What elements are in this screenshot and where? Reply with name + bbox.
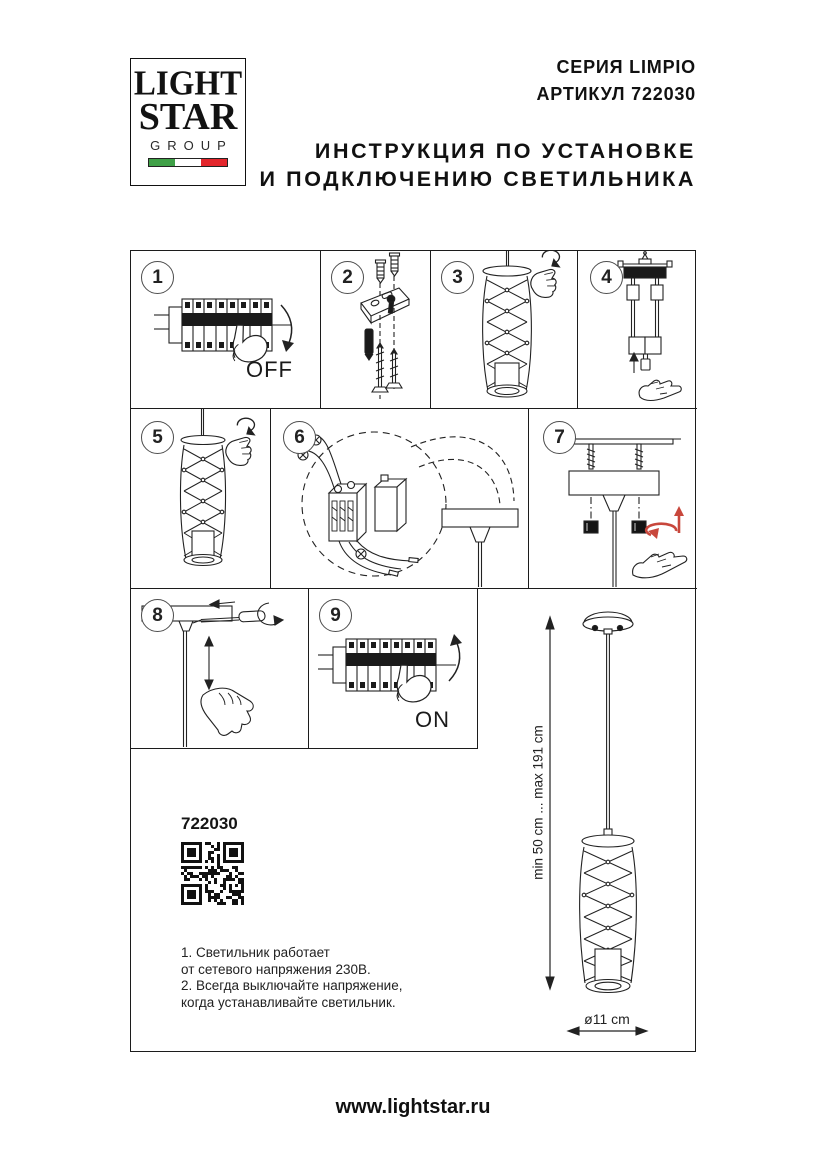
step-number: 4 xyxy=(601,266,612,288)
step-number: 6 xyxy=(294,426,305,448)
article-label: АРТИКУЛ 722030 xyxy=(536,84,696,104)
step-panel-1 xyxy=(131,251,321,409)
logo-word-light: LIGHT xyxy=(133,65,243,103)
qr-code xyxy=(181,842,244,905)
pendant-dimension-illustration xyxy=(478,589,697,1053)
step-panel-7 xyxy=(529,409,697,589)
height-range-label: min 50 cm ... max 191 cm xyxy=(530,725,546,880)
lightstar-logo xyxy=(130,58,246,186)
step-panel-4 xyxy=(578,251,697,409)
title-line1: ИНСТРУКЦИЯ ПО УСТАНОВКЕ xyxy=(314,139,696,163)
off-label: OFF xyxy=(246,357,293,382)
page-title xyxy=(260,137,696,193)
title-line2: И ПОДКЛЮЧЕНИЮ СВЕТИЛЬНИКА xyxy=(259,167,696,191)
note-line: 2. Всегда выключайте напряжение, xyxy=(181,978,403,993)
note-line: когда устанавливайте светильник. xyxy=(181,994,396,1010)
website-url: www.lightstar.ru xyxy=(335,1096,491,1118)
step-number: 2 xyxy=(342,266,353,288)
step-number: 1 xyxy=(152,266,163,288)
note-line: от сетевого напряжения 230В. xyxy=(181,961,371,977)
diameter-label: ø11 cm xyxy=(584,1011,630,1027)
step-number: 8 xyxy=(152,604,163,626)
product-article: 722030 xyxy=(181,814,238,833)
step-panel-5 xyxy=(131,409,271,589)
step-number: 3 xyxy=(452,266,463,288)
dimension-drawing xyxy=(478,589,697,1053)
step-panel-2 xyxy=(321,251,431,409)
on-label: ON xyxy=(415,707,450,732)
instruction-grid xyxy=(130,250,696,1052)
step-panel-3 xyxy=(431,251,578,409)
italian-flag-bar xyxy=(148,158,228,167)
safety-notes xyxy=(181,945,402,1011)
step-panel-8 xyxy=(131,589,309,749)
note-line: 1. Светильник работает xyxy=(181,945,330,960)
logo-word-star: STAR xyxy=(138,96,238,138)
step-panel-6 xyxy=(271,409,529,589)
step-number: 5 xyxy=(152,426,163,448)
series-label: СЕРИЯ LIMPIO xyxy=(556,57,696,77)
step-number: 7 xyxy=(554,426,565,448)
step-panel-9 xyxy=(309,589,478,749)
step-number: 9 xyxy=(330,604,341,626)
logo-word-group: GROUP xyxy=(150,138,233,153)
